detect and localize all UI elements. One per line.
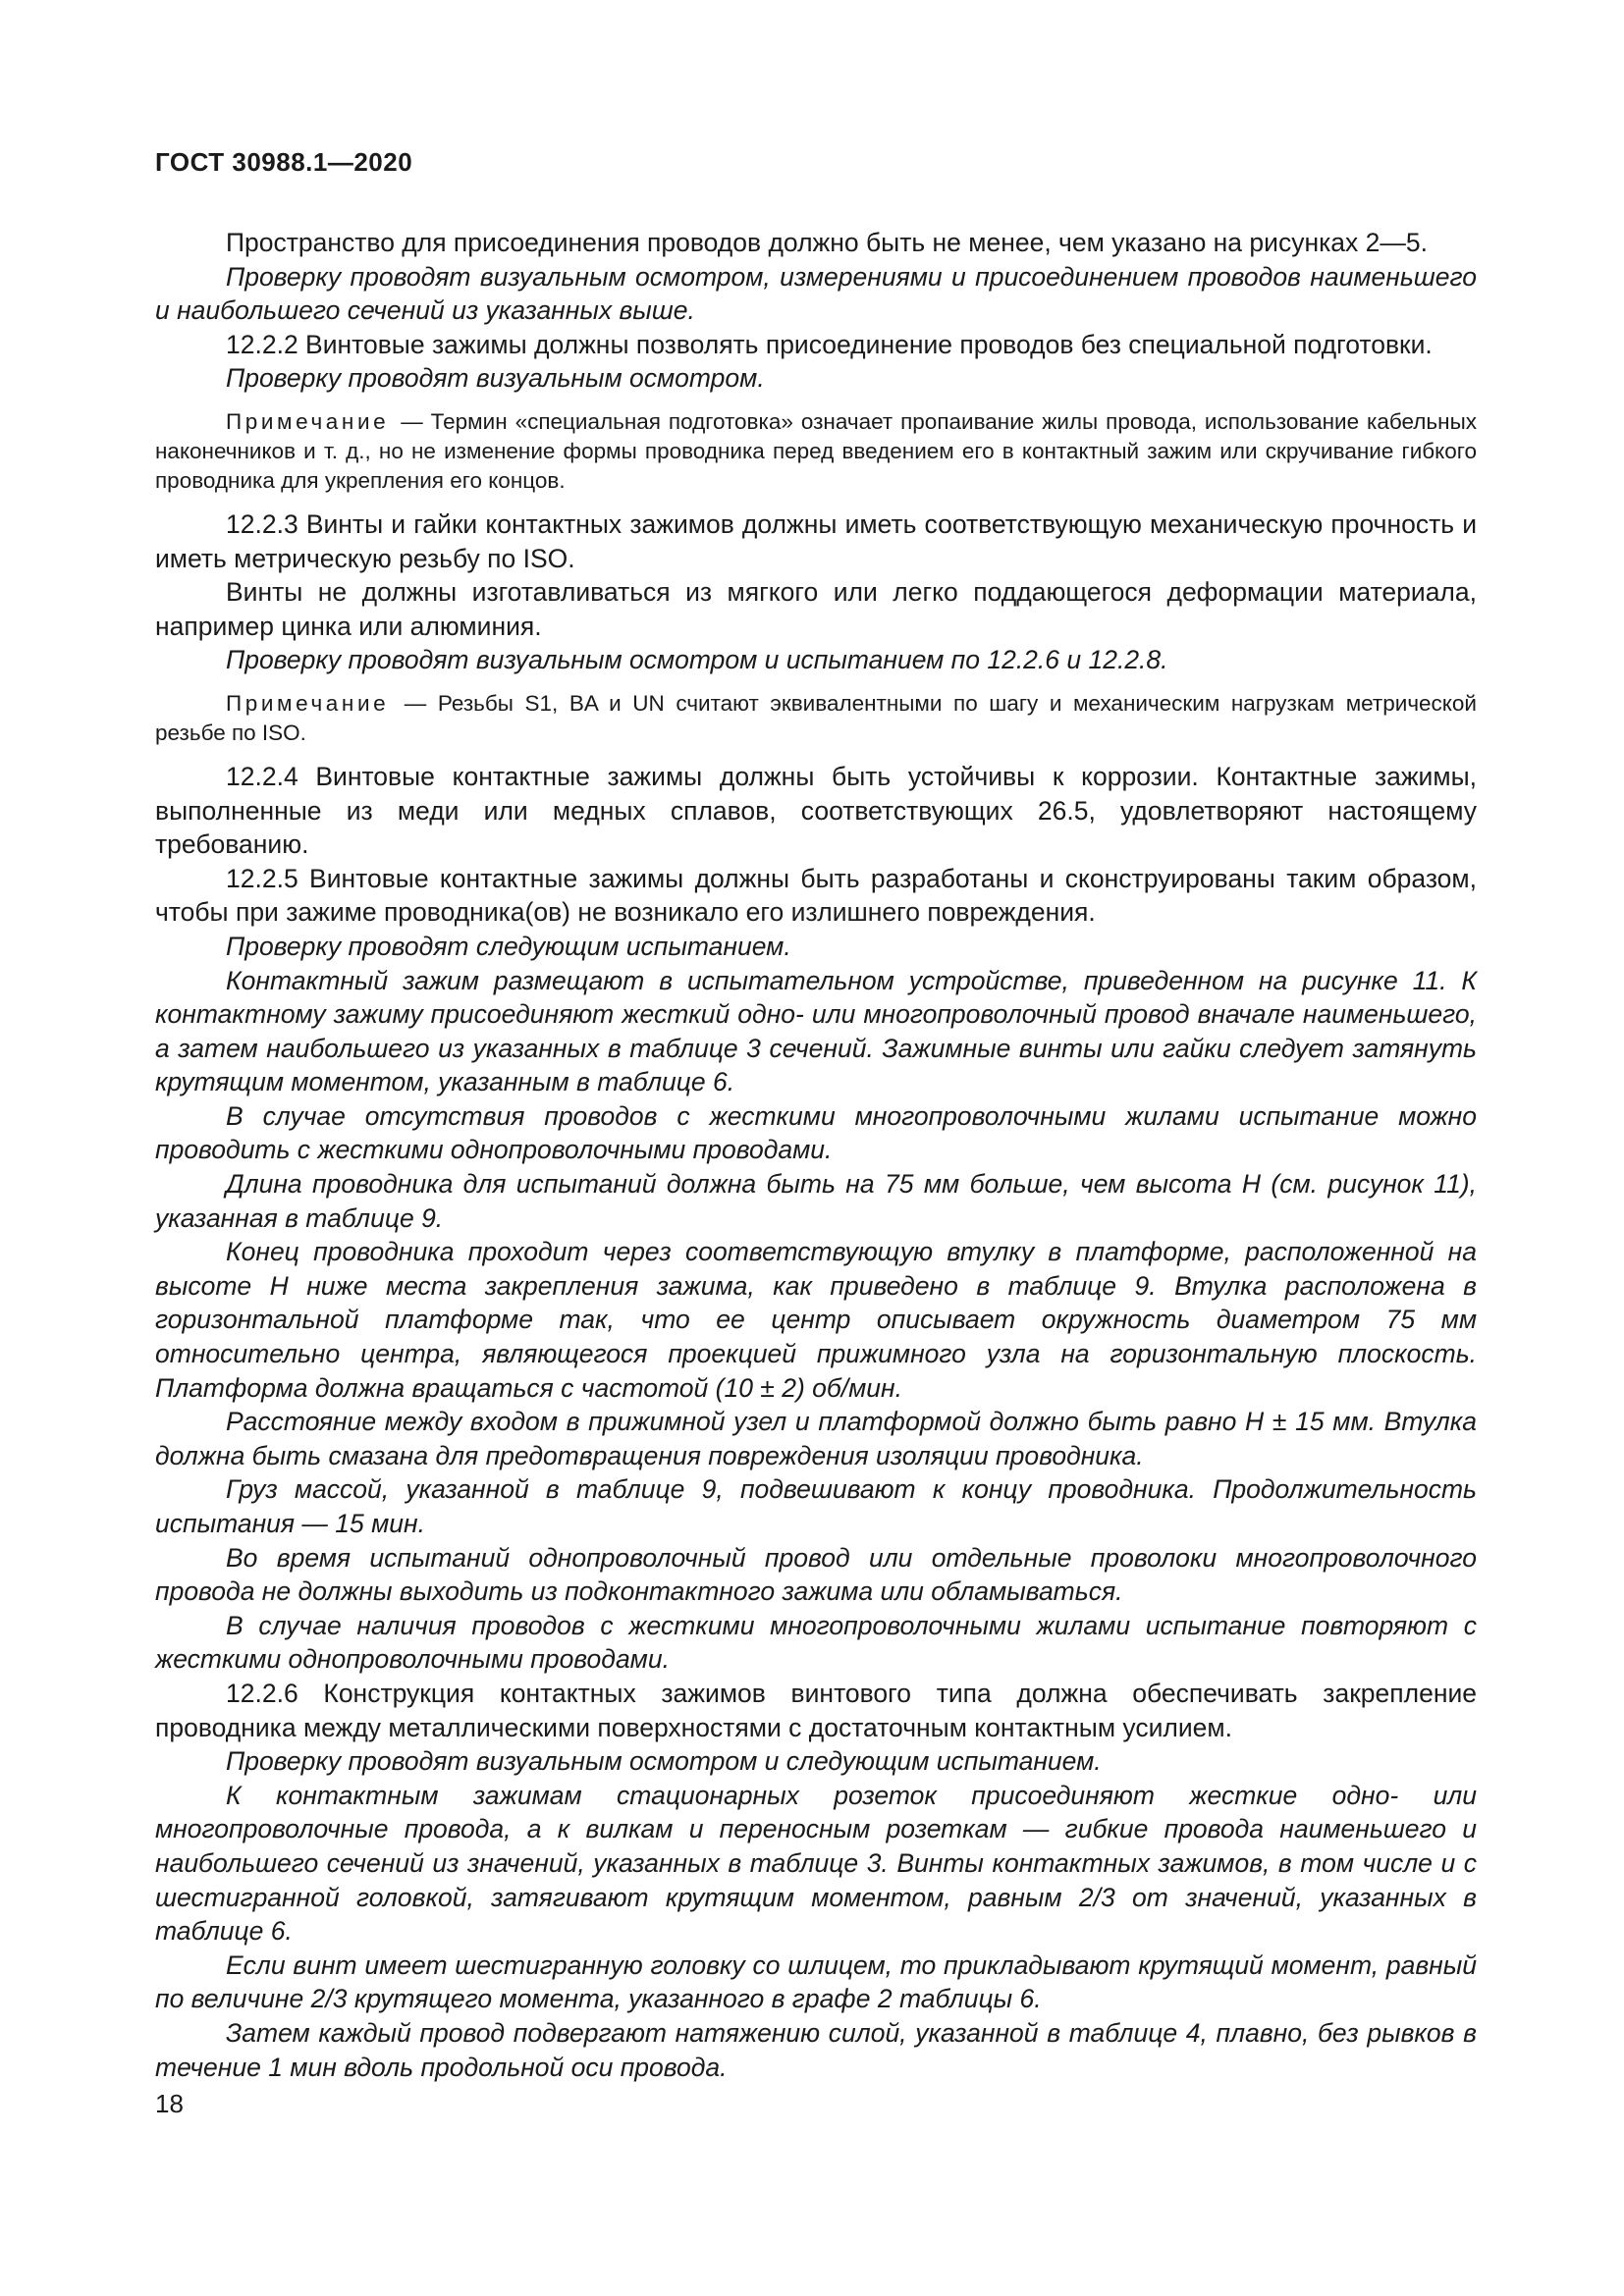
italic-paragraph: Проверку проводят визуальным осмотром и следующим испытанием. [226, 1746, 1102, 1777]
italic-paragraph: Контактный зажим размещают в испытательном устройстве, приведенном на рисунке 11. К контактному зажиму присоединяют жесткий одно- или многопроволочный провод вначале наименьшего, а затем наибольшего из указанных в таблице 3 сечений. Зажимные винты или гайки следует затянуть крутящим моментом, указанным в таблице 6. [155, 965, 1477, 1097]
italic-paragraph: Длина проводника для испытаний должна быть на 75 мм больше, чем высота H (см. рисунок 11), указанная в таблице 9. [155, 1169, 1477, 1233]
body-paragraph: Винты не должны изготавливаться из мягкого или легко поддающегося деформации материала, например цинка или алюминия. [155, 577, 1477, 641]
body-paragraph: 12.2.2 Винтовые зажимы должны позволять присоединение проводов без специальной подготовки. [226, 329, 1433, 359]
note-paragraph [155, 689, 1477, 748]
italic-paragraph: Затем каждый провод подвергают натяжению силой, указанной в таблице 4, плавно, без рывков в течение 1 мин вдоль продольной оси провода. [155, 2017, 1477, 2082]
note-label: Примечание [226, 408, 390, 434]
italic-paragraph: Конец проводника проходит через соответствующую втулку в платформе, расположенной на высоте H ниже места закрепления зажима, как приведено в таблице 9. Втулка расположена в горизонтальной платформе так, что ее центр описывает окружность диаметром 75 мм относительно центра, являющегося проекцией прижимного узла на горизонтальную плоскость. Платформа должна вращаться с частотой (10 ± 2) об/мин. [155, 1237, 1477, 1403]
page-number: 18 [155, 2089, 184, 2118]
italic-paragraph: Во время испытаний однопроволочный провод или отдельные проволоки многопроволочного провода не должны выходить из подконтактного зажима или обламываться. [155, 1542, 1477, 1607]
body-paragraph: 12.2.4 Винтовые контактные зажимы должны быть устойчивы к коррозии. Контактные зажимы, выполненные из меди или медных сплавов, соответствующих 26.5, удовлетворяют настоящему требованию. [155, 761, 1477, 860]
note-text: — Резьбы S1, BA и UN считают эквивалентными по шагу и механическим нагрузкам метрической резьбе по ISO. [155, 690, 1477, 745]
body-paragraph: 12.2.6 Конструкция контактных зажимов винтового типа должна обеспечивать закрепление проводника между металлическими поверхностями с достаточным контактным усилием. [155, 1678, 1477, 1742]
italic-paragraph: В случае отсутствия проводов с жесткими многопроволочными жилами испытание можно проводить с жесткими однопроволочными проводами. [155, 1100, 1477, 1165]
italic-paragraph: Груз массой, указанной в таблице 9, подвешивают к концу проводника. Продолжительность испытания — 15 мин. [155, 1474, 1477, 1538]
italic-paragraph: Проверку проводят визуальным осмотром, измерениями и присоединением проводов наименьшего и наибольшего сечений из указанных выше. [155, 261, 1477, 326]
note-paragraph [155, 407, 1477, 496]
italic-paragraph: К контактным зажимам стационарных розеток присоединяют жесткие одно- или многопроволочные провода, а к вилкам и переносным розеткам — гибкие провода наименьшего и наибольшего сечений из значений, указанных в таблице 3. Винты контактных зажимов, в том числе и с шестигранной головкой, затягивают крутящим моментом, равным 2/3 от значений, указанных в таблице 6. [155, 1780, 1477, 1947]
italic-paragraph: Если винт имеет шестигранную головку со шлицем, то прикладывают крутящий момент, равный по величине 2/3 крутящего момента, указанного в графе 2 таблицы 6. [155, 1949, 1477, 2014]
body-paragraph: 12.2.5 Винтовые контактные зажимы должны быть разработаны и сконструированы таким образом, чтобы при зажиме проводника(ов) не возникало его излишнего повреждения. [155, 863, 1477, 928]
body-paragraph: Пространство для присоединения проводов должно быть не менее, чем указано на рисунках 2—5. [226, 228, 1428, 257]
italic-paragraph: Проверку проводят следующим испытанием. [226, 931, 791, 961]
italic-paragraph: Проверку проводят визуальным осмотром и испытанием по 12.2.6 и 12.2.8. [226, 645, 1168, 675]
document-header: ГОСТ 30988.1—2020 [155, 147, 413, 177]
body-paragraph: 12.2.3 Винты и гайки контактных зажимов должны иметь соответствующую механическую прочность и иметь метрическую резьбу по ISO. [155, 508, 1477, 573]
italic-paragraph: Проверку проводят визуальным осмотром. [226, 363, 765, 394]
note-label: Примечание [226, 690, 390, 716]
note-text: — Термин «специальная подготовка» означает пропаивание жилы провода, использование кабельных наконечников и т. д., но не изменение формы проводника перед введением его в контактный зажим или скручивание гибкого проводника для укрепления его концов. [155, 408, 1477, 493]
document-body [155, 226, 1477, 2084]
italic-paragraph: В случае наличия проводов с жесткими многопроволочными жилами испытание повторяют с жесткими однопроволочными проводами. [155, 1610, 1477, 1675]
italic-paragraph: Расстояние между входом в прижимной узел и платформой должно быть равно H ± 15 мм. Втулка должна быть смазана для предотвращения повреждения изоляции проводника. [155, 1407, 1477, 1470]
